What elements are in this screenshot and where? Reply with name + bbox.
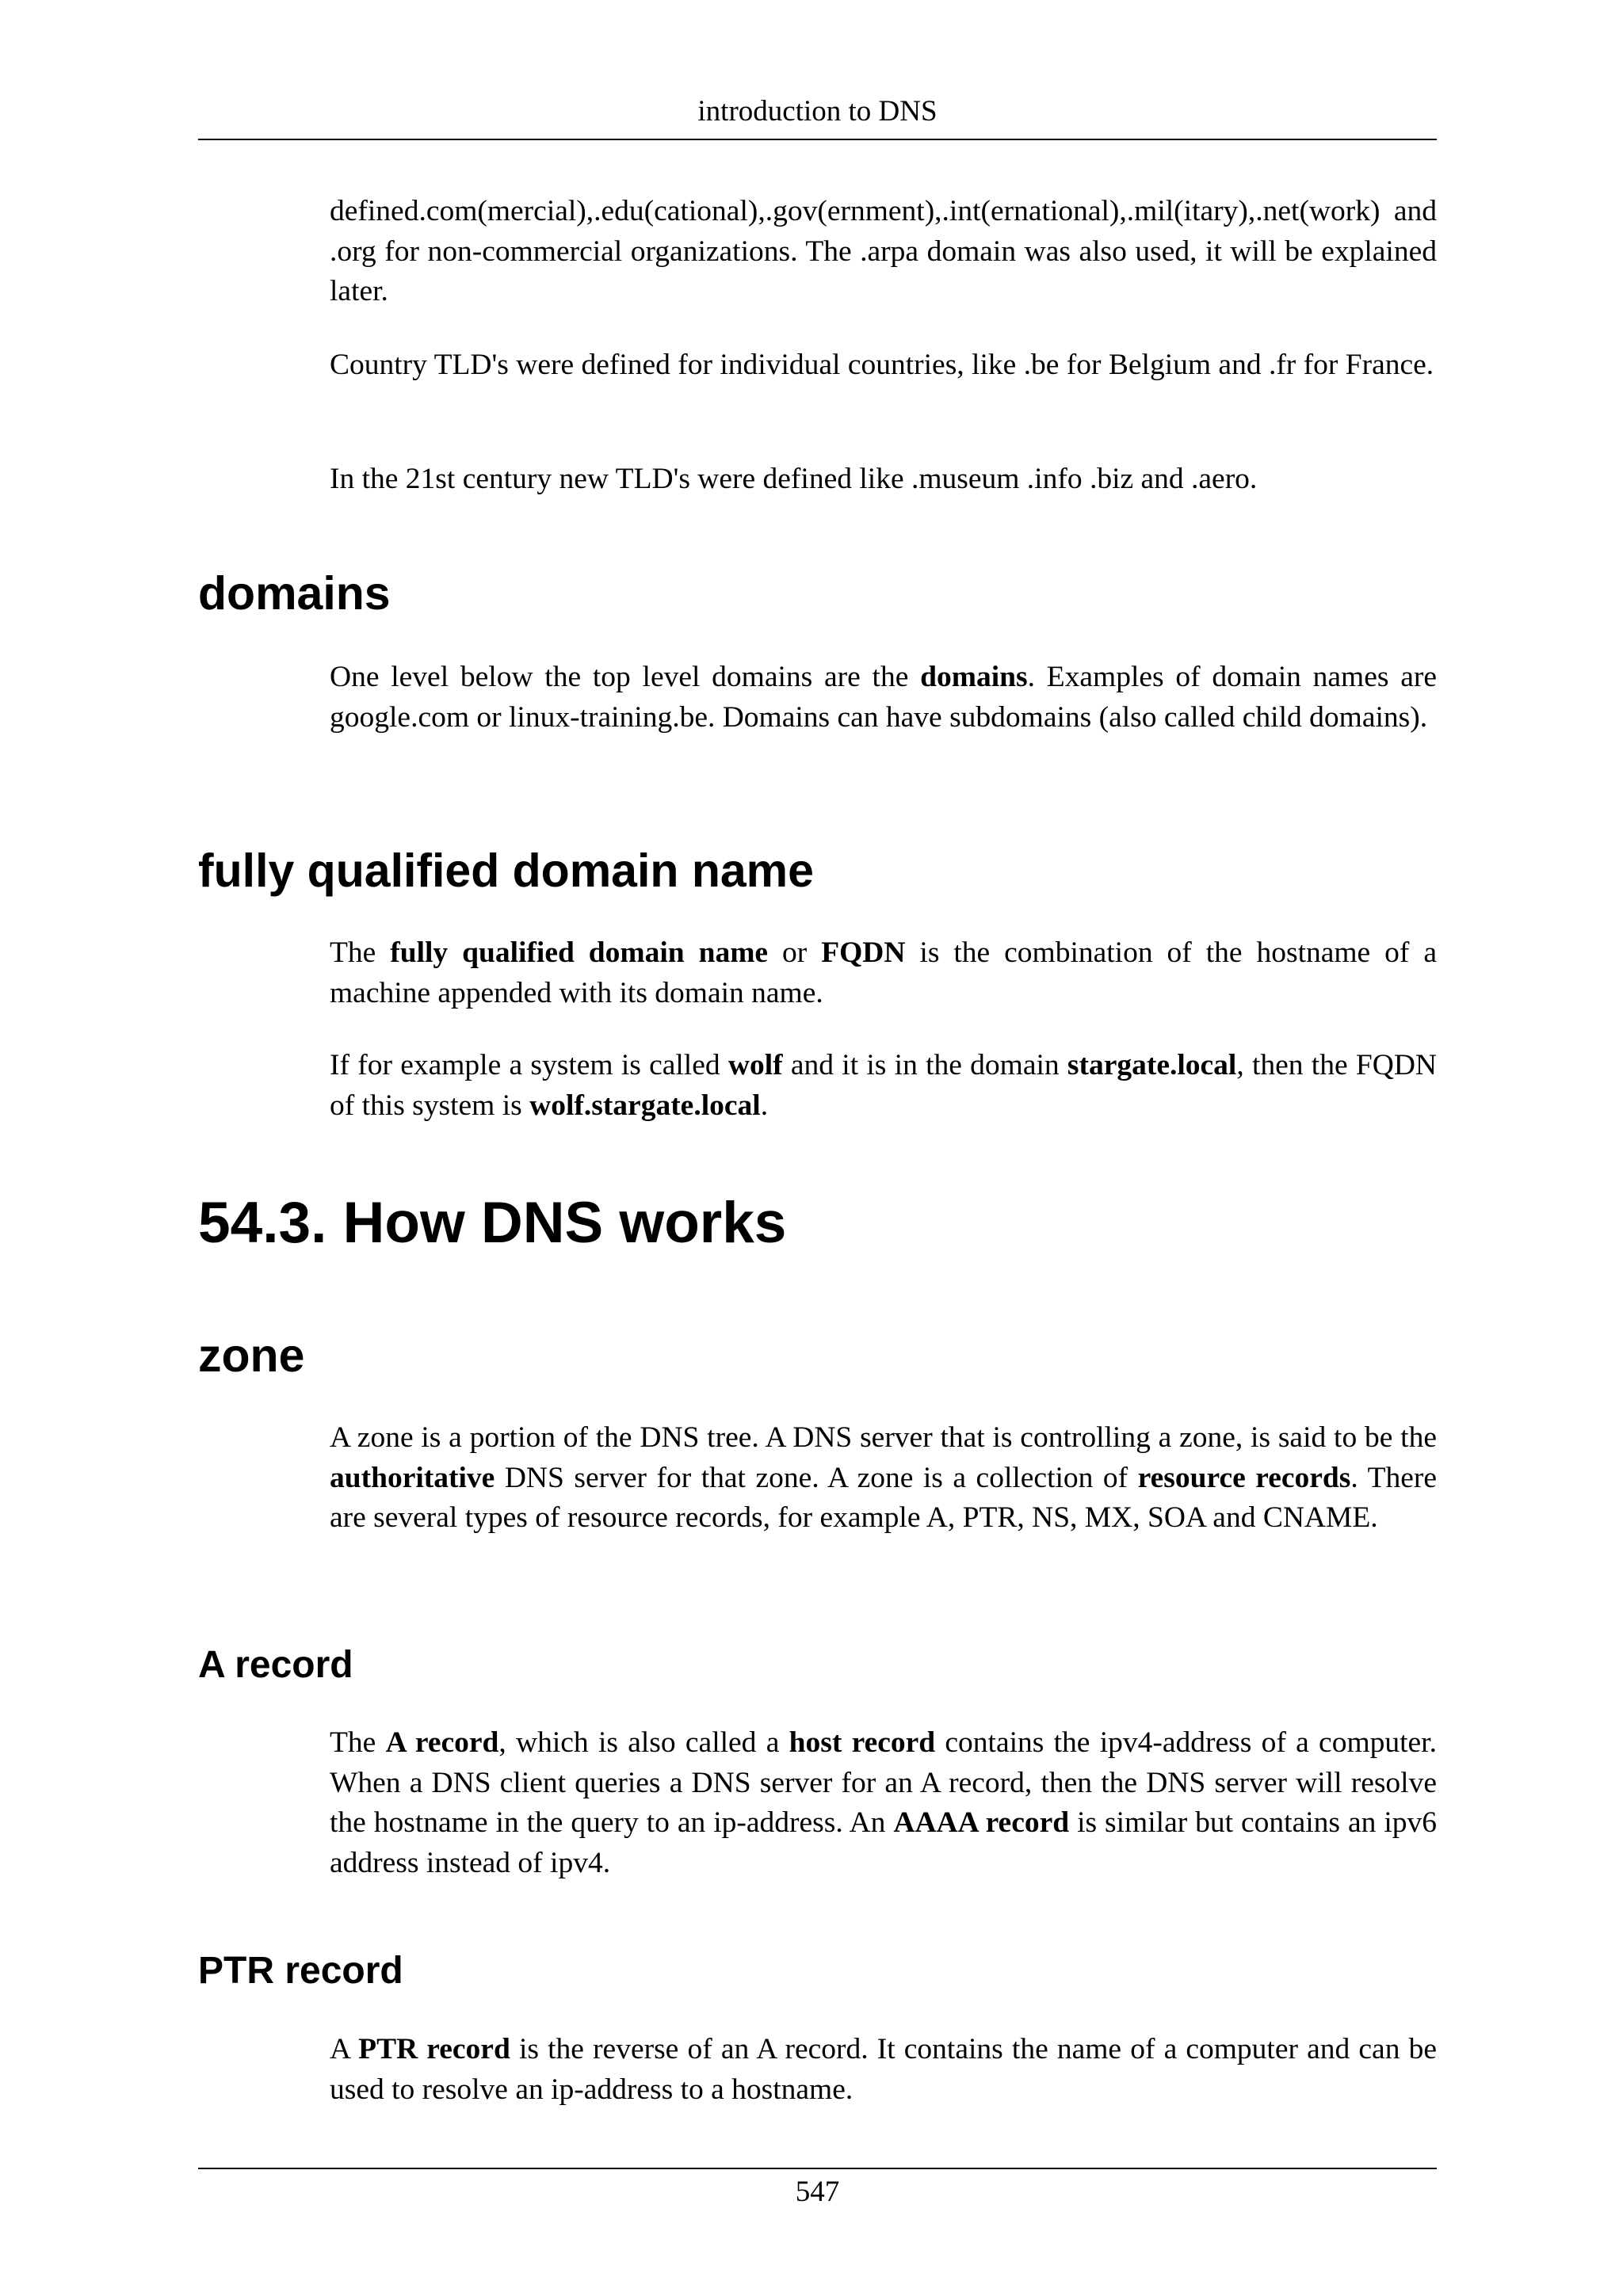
page-number: 547: [795, 2176, 840, 2208]
paragraph-text: . There are several types of resource records, for example A, PTR, NS, MX, SOA and CNAME.: [330, 1461, 1437, 1534]
paragraph-country-tlds: [330, 345, 1437, 386]
section-heading-how-dns-works: 54.3. How DNS works: [198, 1191, 787, 1255]
bold-term: PTR record: [358, 2033, 510, 2065]
bold-term: wolf.stargate.local: [529, 1089, 761, 1122]
bold-term: fully qualified domain name: [390, 936, 769, 969]
paragraph-text: , which is also called a: [498, 1726, 789, 1759]
paragraph-a-record: [330, 1723, 1437, 1883]
paragraph-text: and it is in the domain: [782, 1049, 1067, 1081]
paragraph-text: The: [330, 1726, 386, 1759]
paragraph-text: is the combination of the hostname of a machine appended with its domain name.: [330, 936, 1437, 1009]
bold-term: host record: [789, 1726, 936, 1759]
running-header: introduction to DNS: [697, 95, 938, 128]
bold-term: AAAA record: [893, 1806, 1070, 1839]
paragraph-text: is similar but contains an ipv6 address instead of ipv4.: [330, 1806, 1437, 1879]
paragraph-text: or: [768, 936, 822, 969]
paragraph-text: defined.com(mercial),.edu(cational),.gov(ernment),.int(ernational),.mil(itary),.net(work) and .org for non-commercial organizations. The .arpa domain was also used, it will be explained later.: [330, 195, 1437, 307]
paragraph-zone: [330, 1418, 1437, 1539]
heading-ptr-record: PTR record: [198, 1950, 403, 1992]
heading-zone: zone: [198, 1329, 305, 1382]
paragraph-text: DNS server for that zone. A zone is a collection of: [495, 1461, 1138, 1494]
bold-term: wolf: [727, 1049, 783, 1081]
heading-domains: domains: [198, 567, 391, 620]
footer-rule: [198, 2168, 1437, 2169]
heading-a-record: A record: [198, 1644, 353, 1686]
paragraph-fqdn-definition: [330, 933, 1437, 1013]
paragraph-generic-tlds: [330, 192, 1437, 312]
paragraph-text: In the 21st century new TLD's were defined like .museum .info .biz and .aero.: [330, 463, 1258, 495]
paragraph-text: One level below the top level domains are the: [330, 661, 921, 693]
paragraph-text: . Examples of domain names are google.com or linux-training.be. Domains can have subdomains (also called child domains).: [330, 661, 1437, 734]
paragraph-text: is the reverse of an A record. It contains the name of a computer and can be used to resolve an ip-address to a hostname.: [330, 2033, 1437, 2106]
paragraph-new-tlds: [330, 460, 1437, 500]
paragraph-text: , then the FQDN of this system is: [330, 1049, 1437, 1122]
header-rule: [198, 139, 1437, 140]
bold-term: A record: [385, 1726, 499, 1759]
paragraph-text: A zone is a portion of the DNS tree. A DNS server that is controlling a zone, is said to be the: [330, 1421, 1437, 1454]
paragraph-text: .: [760, 1089, 769, 1122]
bold-term: authoritative: [330, 1461, 495, 1494]
bold-term: FQDN: [821, 936, 906, 969]
paragraph-text: Country TLD's were defined for individual countries, like .be for Belgium and .fr for France.: [330, 349, 1434, 381]
bold-term: stargate.local: [1067, 1049, 1237, 1081]
paragraph-domains: [330, 658, 1437, 738]
paragraph-fqdn-example: [330, 1046, 1437, 1126]
paragraph-text: contains the ipv4-address of a computer. When a DNS client queries a DNS server for an A record, then the DNS server will resolve the hostname in the query to an ip-address. An: [330, 1726, 1437, 1839]
heading-fqdn: fully qualified domain name: [198, 845, 814, 897]
paragraph-text: The: [330, 936, 391, 969]
paragraph-text: If for example a system is called: [330, 1049, 728, 1081]
paragraph-ptr-record: [330, 2030, 1437, 2110]
bold-term: domains: [920, 661, 1028, 693]
bold-term: resource records: [1137, 1461, 1351, 1494]
paragraph-text: A: [330, 2033, 359, 2065]
